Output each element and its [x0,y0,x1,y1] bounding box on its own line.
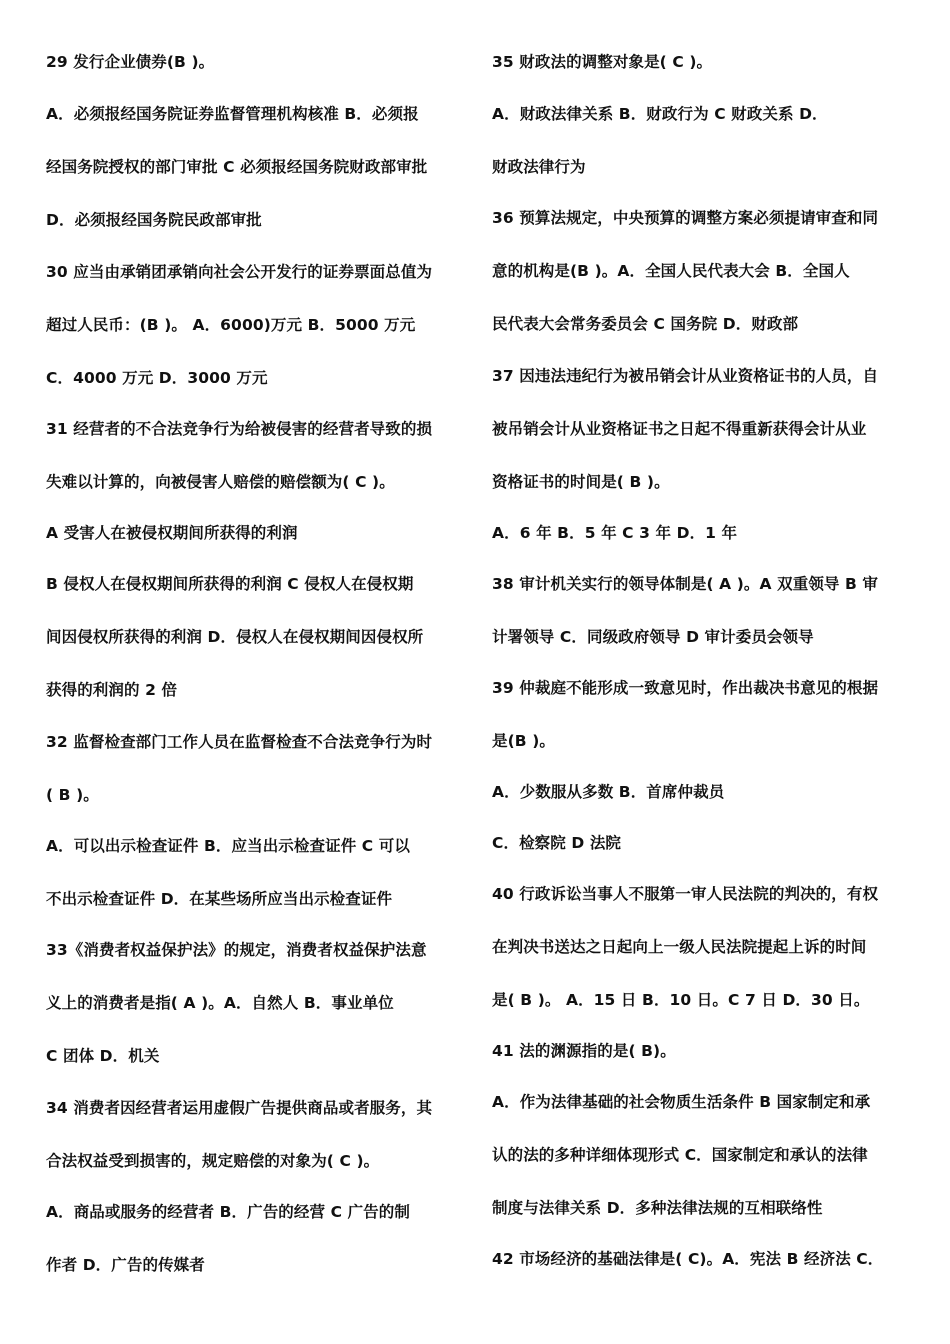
text-line: D．必须报经国务院民政部审批 [46,211,262,229]
text-line: 失难以计算的，向被侵害人赔偿的赔偿额为( C )。 [46,473,395,491]
text-line: 38 审计机关实行的领导体制是( A )。A 双重领导 B 审 [492,575,879,593]
text-line: 35 财政法的调整对象是( C )。 [492,53,713,71]
text-line: A．必须报经国务院证券监督管理机构核准 B．必须报 [46,105,419,123]
text-line: 认的法的多种详细体现形式 C．国家制定和承认的法律 [492,1146,868,1164]
text-line: A．商品或服务的经营者 B．广告的经营 C 广告的制 [46,1203,410,1221]
text-line: 36 预算法规定，中央预算的调整方案必须提请审查和同 [492,209,879,227]
text-line: A．作为法律基础的社会物质生活条件 B 国家制定和承 [492,1093,871,1111]
text-line: 作者 D．广告的传媒者 [46,1256,205,1274]
text-line: C．4000 万元 D．3000 万元 [46,369,268,387]
text-line: 意的机构是(B )。A．全国人民代表大会 B．全国人 [492,262,850,280]
text-line: 义上的消费者是指( A )。A．自然人 B．事业单位 [46,994,394,1012]
text-line: A．财政法律关系 B．财政行为 C 财政关系 D． [492,105,828,123]
text-line: A．可以出示检查证件 B．应当出示检查证件 C 可以 [46,837,410,855]
text-line: 是(B )。 [492,732,555,750]
text-line: 34 消费者因经营者运用虚假广告提供商品或者服务，其 [46,1099,433,1117]
text-line: 民代表大会常务委员会 C 国务院 D．财政部 [492,315,799,333]
text-line: B 侵权人在侵权期间所获得的利润 C 侵权人在侵权期 [46,575,414,593]
text-line: 财政法律行为 [492,158,586,176]
text-line: C．检察院 D 法院 [492,834,622,852]
text-line: 超过人民币：(B )。 A．6000)万元 B．5000 万元 [46,316,416,334]
text-line: 31 经营者的不合法竞争行为给被侵害的经营者导致的损 [46,420,433,438]
text-line: ( B )。 [46,786,99,804]
text-line: 间因侵权所获得的利润 D．侵权人在侵权期间因侵权所 [46,628,424,646]
text-line: 经国务院授权的部门审批 C 必须报经国务院财政部审批 [46,158,428,176]
text-line: 37 因违法违纪行为被吊销会计从业资格证书的人员，自 [492,367,879,385]
text-line: 制度与法律关系 D．多种法律法规的互相联络性 [492,1199,823,1217]
text-line: 39 仲裁庭不能形成一致意见时，作出裁决书意见的根据 [492,679,879,697]
text-line: 42 市场经济的基础法律是( C)。A．宪法 B 经济法 C． [492,1250,884,1268]
text-line: 合法权益受到损害的，规定赔偿的对象为( C )。 [46,1152,380,1170]
text-line: 获得的利润的 2 倍 [46,681,178,699]
text-line: 资格证书的时间是( B )。 [492,473,670,491]
text-line: 计署领导 C．同级政府领导 D 审计委员会领导 [492,628,814,646]
text-line: 29 发行企业债券(B )。 [46,53,215,71]
text-line: 在判决书送达之日起向上一级人民法院提起上诉的时间 [492,938,867,956]
text-line: 40 行政诉讼当事人不服第一审人民法院的判决的，有权 [492,885,879,903]
text-line: 不出示检查证件 D．在某些场所应当出示检查证件 [46,890,393,908]
text-line: 30 应当由承销团承销向社会公开发行的证券票面总值为 [46,263,433,281]
text-line: C 团体 D．机关 [46,1047,160,1065]
text-line: 41 法的渊源指的是( B)。 [492,1042,676,1060]
text-line: 是( B )。 A．15 日 B．10 日。C 7 日 D．30 日。 [492,991,870,1009]
text-line: A．6 年 B．5 年 C 3 年 D．1 年 [492,524,738,542]
text-line: 被吊销会计从业资格证书之日起不得重新获得会计从业 [492,420,867,438]
text-line: A．少数服从多数 B．首席仲裁员 [492,783,725,801]
text-line: A 受害人在被侵权期间所获得的利润 [46,524,298,542]
text-line: 33《消费者权益保护法》的规定，消费者权益保护法意 [46,941,427,959]
text-line: 32 监督检查部门工作人员在监督检查不合法竞争行为时 [46,733,433,751]
